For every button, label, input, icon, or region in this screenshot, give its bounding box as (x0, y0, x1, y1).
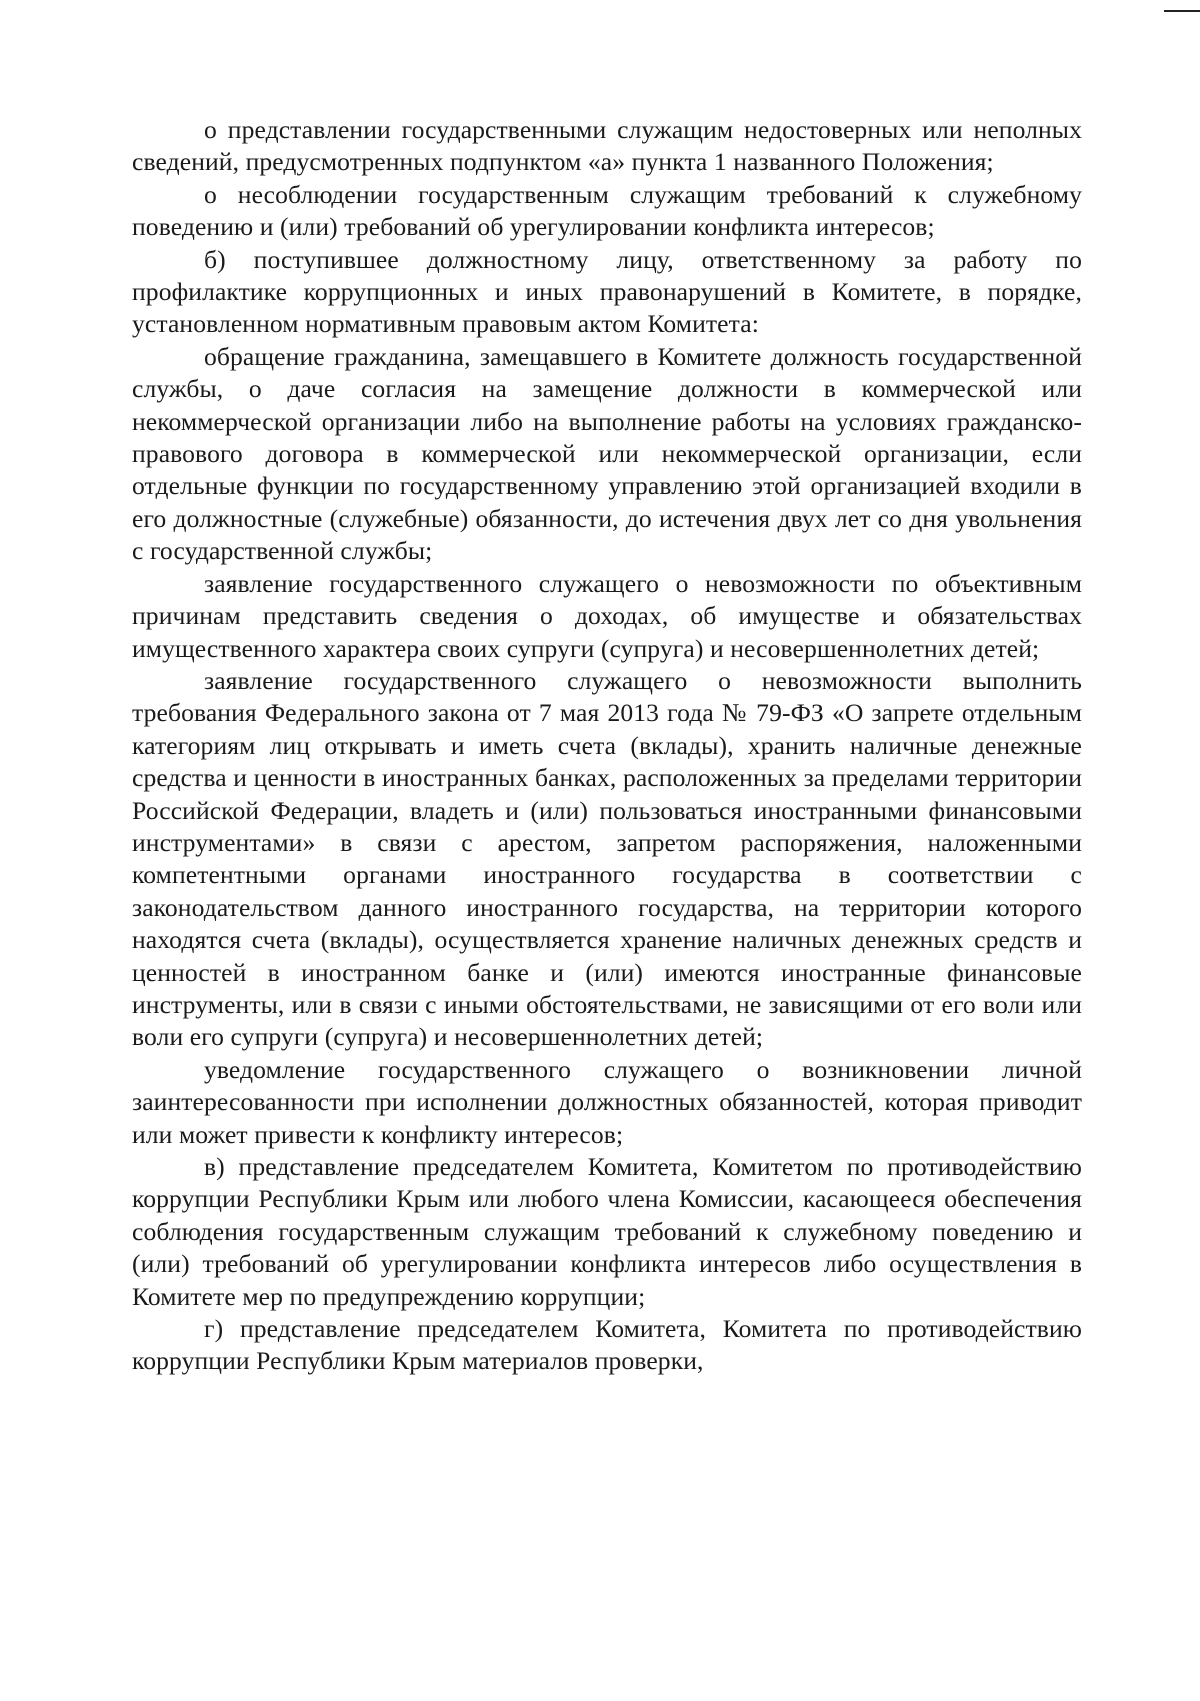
page-corner-mark (1164, 10, 1200, 12)
paragraph-citizen-appeal: обращение гражданина, замещавшего в Комитете должность государственной службы, о даче согласия на замещение должности в коммерческой или некоммерческой организации либо на выполнение работы на условиях гражданско-правового договора в коммерческой или некоммерческой организации, если отдельные функции по государственному управлению этой организацией входили в его должностные (служебные) обязанности, до истечения двух лет со дня увольнения с государственной службы; (132, 341, 1082, 566)
paragraph-foreign-accounts: заявление государственного служащего о невозможности выполнить требования Федерального закона от 7 мая 2013 года № 79-ФЗ «О запрете отдельным категориям лиц открывать и иметь счета (вклады), хранить наличные денежные средства и ценности в иностранных банках, расположенных за пределами территории Российской Федерации, владеть и (или) пользоваться иностранными финансовыми инструментами» в связи с арестом, запретом распоряжения, наложенными компетентными органами иностранного государства в соответствии с законодательством данного иностранного государства, на территории которого находятся счета (вклады), осуществляется хранение наличных денежных средств и ценностей в иностранном банке и (или) имеются иностранные финансовые инструменты, или в связи с иными обстоятельствами, не зависящими от его воли или воли его супруги (супруга) и несовершеннолетних детей; (132, 665, 1082, 1052)
paragraph-item-v: в) представление председателем Комитета, Комитетом по противодействию коррупции Республики Крым или любого члена Комиссии, касающееся обеспечения соблюдения государственным служащим требований к служебному поведению и (или) требований об урегулировании конфликта интересов либо осуществления в Комитете мер по предупреждению коррупции; (132, 1152, 1082, 1311)
paragraph-false-info: о представлении государственными служащим недостоверных или неполных сведений, предусмотренных подпунктом «а» пункта 1 названного Положения; (132, 115, 1082, 177)
paragraph-item-b: б) поступившее должностному лицу, ответственному за работу по профилактике коррупционных и иных правонарушений в Комитете, в порядке, установленном нормативным правовым актом Комитета: (132, 244, 1082, 339)
paragraph-conflict-notice: уведомление государственного служащего о возникновении личной заинтересованности при исполнении должностных обязанностей, которая приводит или может привести к конфликту интересов; (132, 1054, 1082, 1149)
document-body (132, 114, 1082, 1378)
paragraph-income-statement: заявление государственного служащего о невозможности по объективным причинам представить сведения о доходах, об имуществе и обязательствах имущественного характера своих супруги (супруга) и несовершеннолетних детей; (132, 568, 1082, 663)
paragraph-noncompliance: о несоблюдении государственным служащим требований к служебному поведению и (или) требований об урегулировании конфликта интересов; (132, 179, 1082, 242)
paragraph-item-g: г) представление председателем Комитета, Комитета по противодействию коррупции Республики Крым материалов проверки, (132, 1314, 1082, 1376)
